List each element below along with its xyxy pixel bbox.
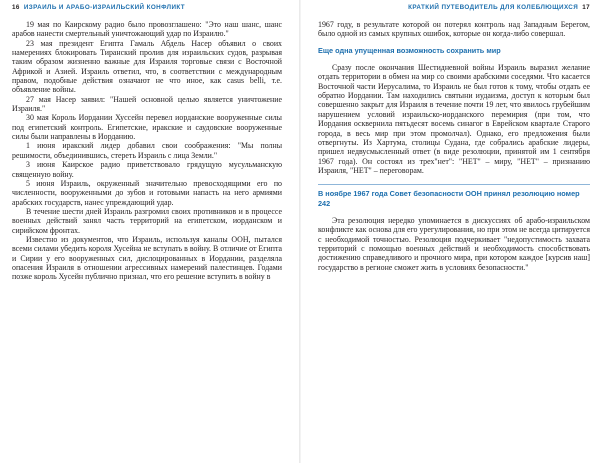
right-body-text bbox=[318, 20, 590, 272]
paragraph: 1 июня иракский лидер добавил свои соображения: "Мы полны решимости, объединившись, стереть Израиль с лица Земли." bbox=[12, 141, 282, 160]
section-heading: В ноябре 1967 года Совет безопасности ООН принял резолюцию номер 242 bbox=[318, 184, 590, 208]
paragraph: 1967 году, в результате которой он потерял контроль над Западным Берегом, было одной из самых крупных ошибок, которые он когда-либо совершал. bbox=[318, 20, 590, 39]
paragraph: 3 июня Каирское радио приветствовало грядущую мусульманскую священную войну. bbox=[12, 160, 282, 179]
paragraph: Эта резолюция нередко упоминается в дискуссиях об арабо-израильском конфликте как основа для его урегулирования, но при этом не всегда цитируется с необходимой точностью. Резолюция подчеркивает "недопустимость захвата территорий с помощью военных действий и необходимость способствовать достижению справедливого и прочного мира, при котором каждое [курсив наш] государство в регионе сможет жить в условиях безопасности." bbox=[318, 216, 590, 272]
left-running-head-title: ИЗРАИЛЬ И АРАБО-ИЗРАИЛЬСКИЙ КОНФЛИКТ bbox=[23, 4, 186, 11]
paragraph: 27 мая Насер заявил: "Нашей основной целью является уничтожение Израиля." bbox=[12, 94, 282, 114]
paragraph: 5 июня Израиль, окруженный значительно превосходящими его по численности, вооруженными до зубов и готовыми напасть на него армиями арабских государств, нанес упреждающий удар. bbox=[12, 178, 282, 207]
paragraph: 23 мая президент Египта Гамаль Абдель Насер объявил о своих намерениях блокировать Тиранский пролив для израильских судов, разрывая таким образом жизненно важные для Израиля торговые связи с Восточной Африкой и Азией. Израиль ответил, что, в соответствии с международным правом, подобные действия означают не что иное, как casus belli, т.е. объявление войны. bbox=[12, 38, 282, 95]
left-page bbox=[12, 0, 282, 463]
paragraph: 19 мая по Каирскому радио было провозглашено: "Это наш шанс, шанс арабов нанести смертельный уничтожающий удар по Израилю." bbox=[12, 20, 282, 39]
paragraph: Сразу после окончания Шестидневной войны Израиль выразил желание отдать территории в обмен на мир со своими арабскими соседями. Что касается Восточной части Иерусалима, то Израиль не был готов к тому, чтобы отдать ее обратно Иордании. Там находились святыни иудаизма, доступ к которым был совершенно закрыт для Израиля в течение почти 19 лет, что явилось грубейшим нарушением условий израильско-иорданского перемирия (при том, что Иордания осквернила пятьдесят восемь синагог в Еврейском квартале Старого города, в весь мир при этом промолчал). Однако, его предложения были отвергнуты. Из Хартума, столицы Судана, где собрались арабские лидеры, пришел недвусмысленный ответ (в виде резолюции, принятой им 1 сентября 1967 года). Он состоял из трех"нет": "НЕТ" – миру, "НЕТ" – признанию Израиля, "НЕТ" – переговорам. bbox=[318, 63, 590, 175]
paragraph: В течение шести дней Израиль разгромил своих противников и в процессе военных действий занял часть территорий на египетском, иорданском и сирийском фронтах. bbox=[12, 206, 282, 235]
left-page-number: 16 bbox=[12, 4, 20, 11]
right-running-head-title: КРАТКИЙ ПУТЕВОДИТЕЛЬ ДЛЯ КОЛЕБЛЮЩИХСЯ bbox=[408, 4, 579, 11]
section-heading: Еще одна упущенная возможность сохранить мир bbox=[318, 45, 501, 55]
book-gutter bbox=[299, 0, 301, 463]
paragraph: 30 мая Король Иордании Хуссейн перевел иорданские вооруженные силы под египетский контроль. Египетские, иракские и саудовские вооруженные силы были направлены в Иорданию. bbox=[12, 113, 282, 142]
right-page-number: 17 bbox=[582, 4, 590, 11]
left-body-text bbox=[12, 20, 282, 282]
right-page bbox=[318, 0, 590, 463]
left-running-head bbox=[12, 4, 282, 11]
paragraph: Известно из документов, что Израиль, используя каналы ООН, пытался всеми силами убедить короля Хусейна не вступать в войну. В отличие от Египта и Сирии у его вооруженных сил, дислоцированных в Иордании, разделяла опасения Израиля в отношении агрессивных намерений палестинцев. Годами позже король Хусейн публично признал, что его решение вступить в войну в bbox=[12, 234, 282, 282]
right-running-head bbox=[318, 4, 590, 11]
